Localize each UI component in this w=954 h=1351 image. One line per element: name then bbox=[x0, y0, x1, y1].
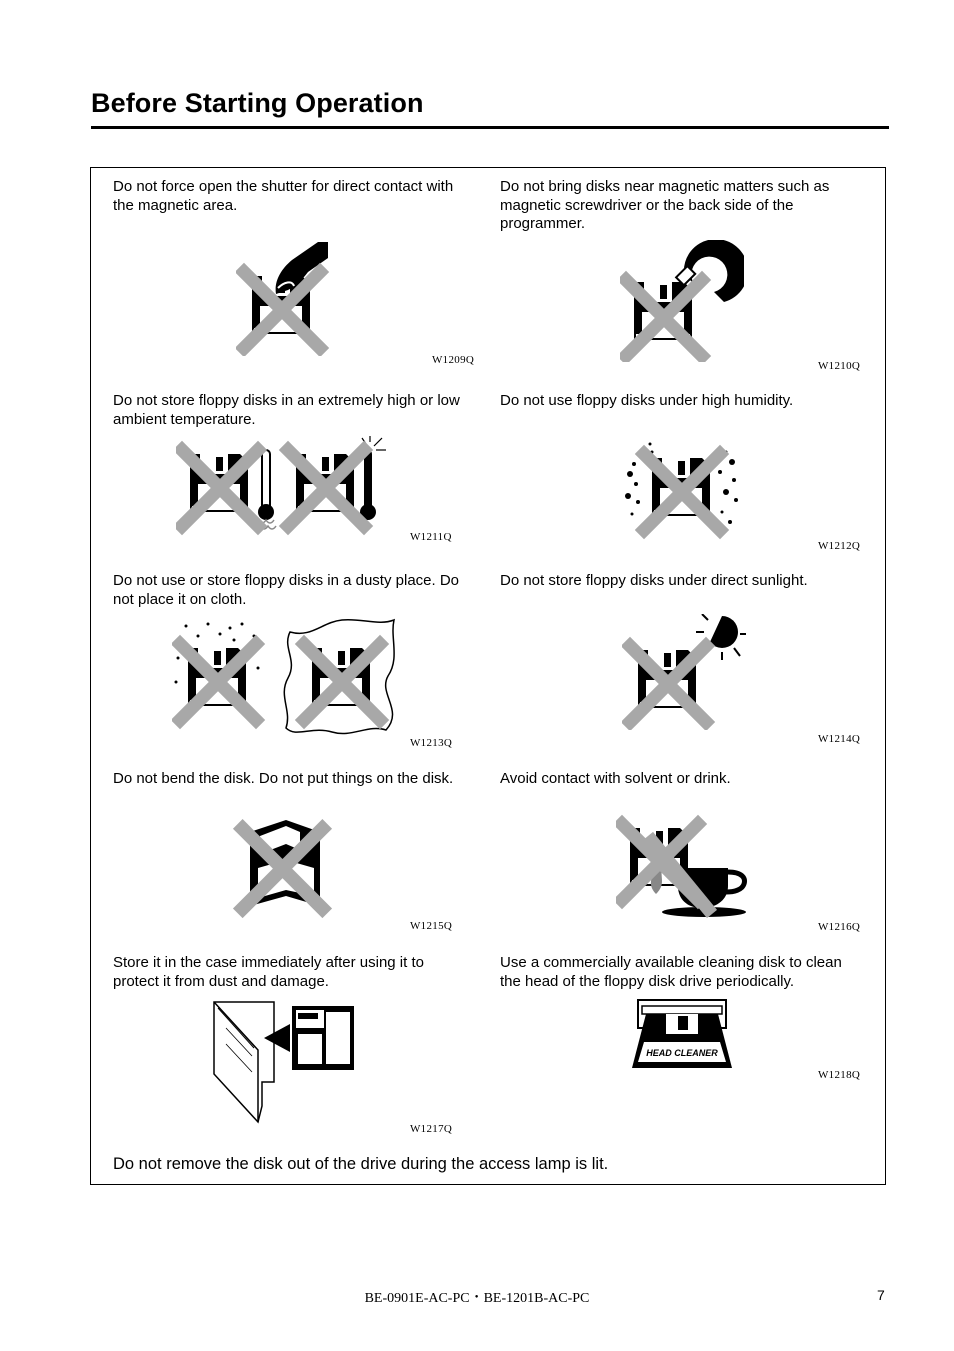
head-cleaner-label: HEAD CLEANER bbox=[646, 1048, 718, 1058]
caution-text-temperature: Do not store floppy disks in an extremely high or low ambient temperature. bbox=[113, 392, 460, 428]
caution-text-humidity: Do not use floppy disks under high humidity. bbox=[500, 392, 794, 409]
caution-text-solvent: Avoid contact with solvent or drink. bbox=[500, 770, 731, 787]
figure-code: W1210Q bbox=[818, 360, 861, 372]
drink-spill-prohibited-icon bbox=[616, 814, 750, 924]
caution-text-sunlight: Do not store floppy disks under direct sunlight. bbox=[500, 572, 808, 589]
humidity-prohibited-icon bbox=[622, 436, 742, 540]
temperature-extremes-prohibited-icon bbox=[176, 436, 386, 536]
figure-code: W1217Q bbox=[410, 1123, 453, 1135]
caution-text-bend: Do not bend the disk. Do not put things on the disk. bbox=[113, 770, 454, 787]
figure-code: W1211Q bbox=[410, 531, 452, 543]
figure-code: W1218Q bbox=[818, 1069, 861, 1081]
page-title: Before Starting Operation bbox=[91, 88, 424, 118]
bent-disk-prohibited-icon bbox=[230, 814, 340, 924]
figure-code: W1212Q bbox=[818, 540, 861, 552]
dust-and-cloth-prohibited-icon bbox=[172, 618, 404, 738]
caution-text-magnet: Do not bring disks near magnetic matters such as magnetic screwdriver or the back side of the programmer. bbox=[500, 178, 830, 232]
figure-code: W1213Q bbox=[410, 737, 453, 749]
caution-text-dust: Do not use or store floppy disks in a dusty place. Do not place it on cloth. bbox=[113, 572, 460, 608]
figure-code: W1216Q bbox=[818, 921, 861, 933]
footer-model-number: BE-0901E-AC-PC・BE-1201B-AC-PC bbox=[364, 1291, 590, 1306]
caution-text-cleaning: Use a commercially available cleaning disk to clean the head of the floppy disk drive periodically. bbox=[500, 954, 842, 990]
page-number: 7 bbox=[877, 1287, 885, 1303]
figure-code: W1215Q bbox=[410, 920, 453, 932]
magnet-near-disk-prohibited-icon bbox=[620, 240, 744, 362]
title-underline bbox=[91, 126, 889, 129]
hand-opening-shutter-prohibited-icon bbox=[236, 240, 332, 356]
sunlight-prohibited-icon bbox=[622, 614, 746, 730]
caution-text-shutter: Do not force open the shutter for direct contact with the magnetic area. bbox=[113, 178, 454, 214]
figure-code: W1214Q bbox=[818, 733, 861, 745]
head-cleaner-disk-icon bbox=[628, 998, 736, 1072]
caution-text-case: Store it in the case immediately after using it to protect it from dust and damage. bbox=[113, 954, 424, 990]
disk-into-case-icon bbox=[212, 998, 358, 1126]
figure-code: W1209Q bbox=[432, 354, 475, 366]
access-lamp-warning: Do not remove the disk out of the drive during the access lamp is lit. bbox=[113, 1155, 609, 1173]
